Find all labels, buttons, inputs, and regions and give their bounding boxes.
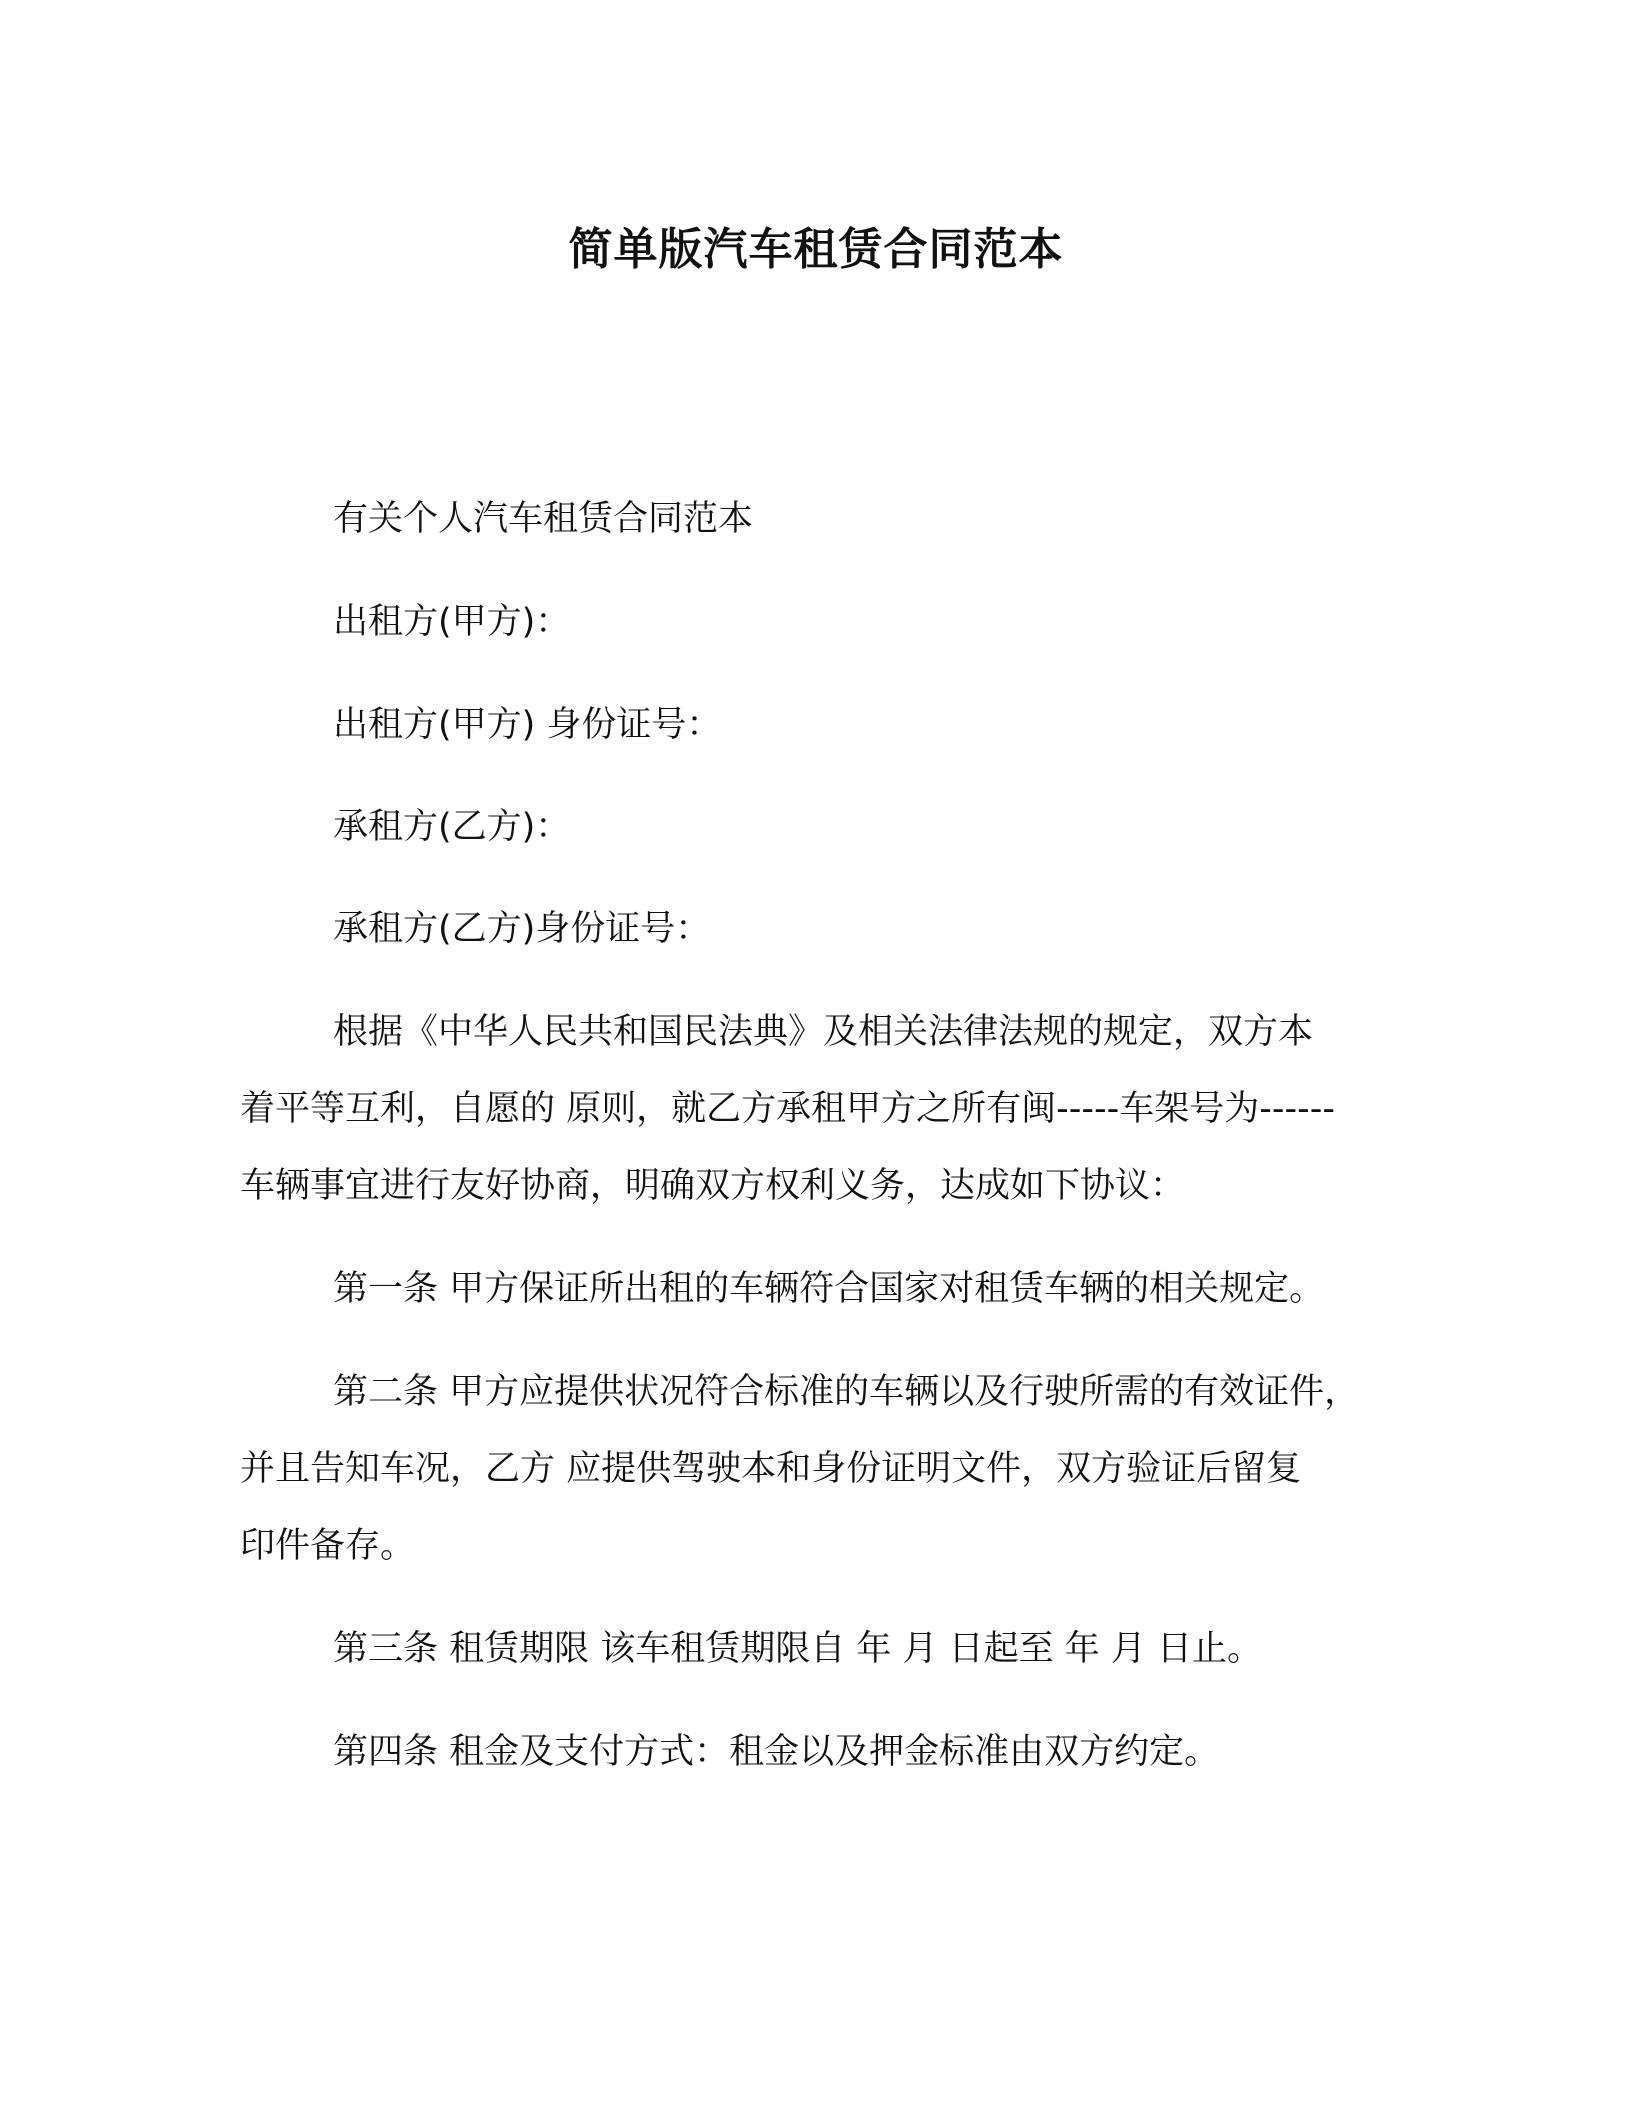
article-3: 第三条 租赁期限 该车租赁期限自 年 月 日起至 年 月 日止。 <box>333 1629 1263 1669</box>
article-2-line-3: 印件备存。 <box>240 1526 416 1566</box>
lessor-id-line: 出租方(甲方) 身份证号： <box>333 705 722 745</box>
article-2-line-1: 第二条 甲方应提供状况符合标准的车辆以及行驶所需的有效证件， <box>333 1372 1360 1412</box>
preamble-line-1: 根据《中华人民共和国民法典》及相关法律法规的规定，双方本 <box>333 1012 1314 1052</box>
lessee-name-line: 承租方(乙方)： <box>333 807 571 847</box>
article-2-line-2: 并且告知车况，乙方 应提供驾驶本和身份证明文件，双方验证后留复 <box>240 1449 1302 1489</box>
lessee-id-line: 承租方(乙方)身份证号： <box>333 909 711 949</box>
document-title: 简单版汽车租赁合同范本 <box>568 224 1064 275</box>
subtitle-line: 有关个人汽车租赁合同范本 <box>333 499 754 539</box>
article-4: 第四条 租金及支付方式：租金以及押金标准由双方约定。 <box>333 1732 1220 1772</box>
preamble-line-2: 着平等互利，自愿的 原则，就乙方承租甲方之所有闽-----车架号为------ <box>240 1089 1336 1129</box>
preamble-line-3: 车辆事宜进行友好协商，明确双方权利义务，达成如下协议： <box>240 1166 1186 1206</box>
article-1: 第一条 甲方保证所出租的车辆符合国家对租赁车辆的相关规定。 <box>333 1269 1325 1309</box>
lessor-name-line: 出租方(甲方)： <box>333 602 571 642</box>
